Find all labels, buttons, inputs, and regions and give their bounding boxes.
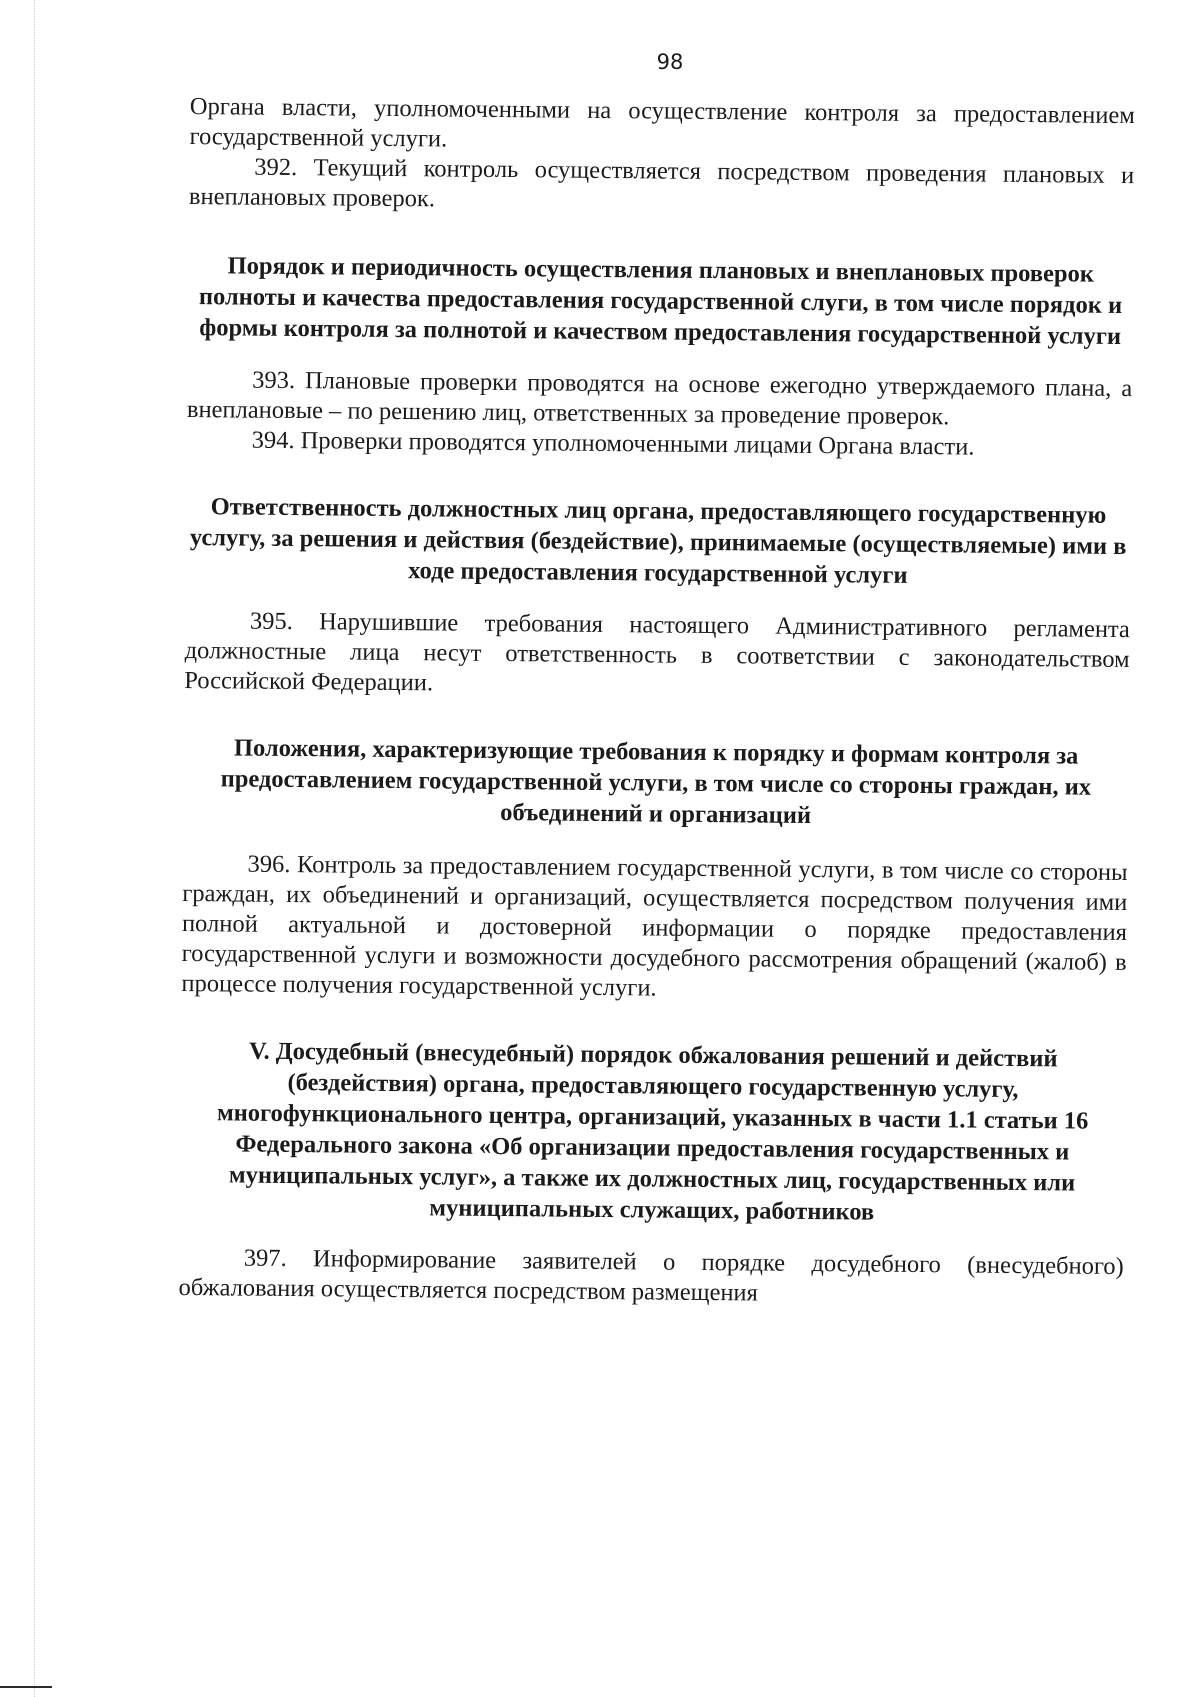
page-number: 98	[656, 50, 684, 74]
scan-margin-mark	[0, 1686, 52, 1688]
document-body	[178, 92, 1135, 1312]
heading-officials-responsibility: Ответственность должностных лиц органа, предоставляющего государственную услугу, за решения и действия (бездействие), принимаемые (осуществляемые) ими в ходе предоставления государственной услуги	[189, 493, 1127, 589]
paragraph-continued: Органа власти, уполномоченными на осуществление контроля за предоставлением государственной услуги.	[189, 92, 1135, 153]
paragraph-397: 397. Информирование заявителей о порядке досудебного (внесудебного) обжалования осуществляется посредством размещения	[178, 1244, 1124, 1307]
paragraph-393: 393. Плановые проверки проводятся на основе ежегодно утверждаемого плана, а внеплановые – по решению лиц, ответственных за проведение проверок.	[186, 366, 1133, 431]
paragraph-396: 396. Контроль за предоставлением государственной услуги, в том числе со стороны граждан, их объединений и организаций, осуществляется посредством получения ими полной актуальной и достоверной информации о порядке предоставления государственной услуги и возможности досудебного рассмотрения обращений (жалоб) в процессе получения государственной услуги.	[181, 850, 1128, 1002]
paragraph-392: 392. Текущий контроль осуществляется посредством проведения плановых и внеплановых проверок.	[188, 153, 1135, 213]
paragraph-394: 394. Проверки проводятся уполномоченными лицами Органа власти.	[251, 426, 975, 461]
scan-edge-line	[34, 0, 35, 1697]
heading-control-provisions: Положения, характеризующие требования к порядку и формам контроля за предоставлением государственной услуги, в том числе со стороны граждан, их объединений и организаций	[220, 734, 1092, 829]
heading-inspection-order: Порядок и периодичность осуществления плановых и внеплановых проверок полноты и качества предоставления государственной слуги, в том числе порядок и формы контроля за полнотой и качеством предоставления государственной услуги	[198, 252, 1123, 350]
paragraph-395: 395. Нарушившие требования настоящего Административного регламента должностные лица несут ответственность в соответствии с законодательством Российской Федерации.	[184, 607, 1131, 697]
heading-section-v: V. Досудебный (внесудебный) порядок обжалования решений и действий (бездействия) органа, предоставляющего государственную услугу, многофункционального центра, организаций, указанных в части 1.1 статьи 16 Федерального закона «Об организации предоставления государственных и муниципальных услуг», а также их должностных лиц, государственных или муниципальных служащих, работников	[216, 1037, 1089, 1226]
